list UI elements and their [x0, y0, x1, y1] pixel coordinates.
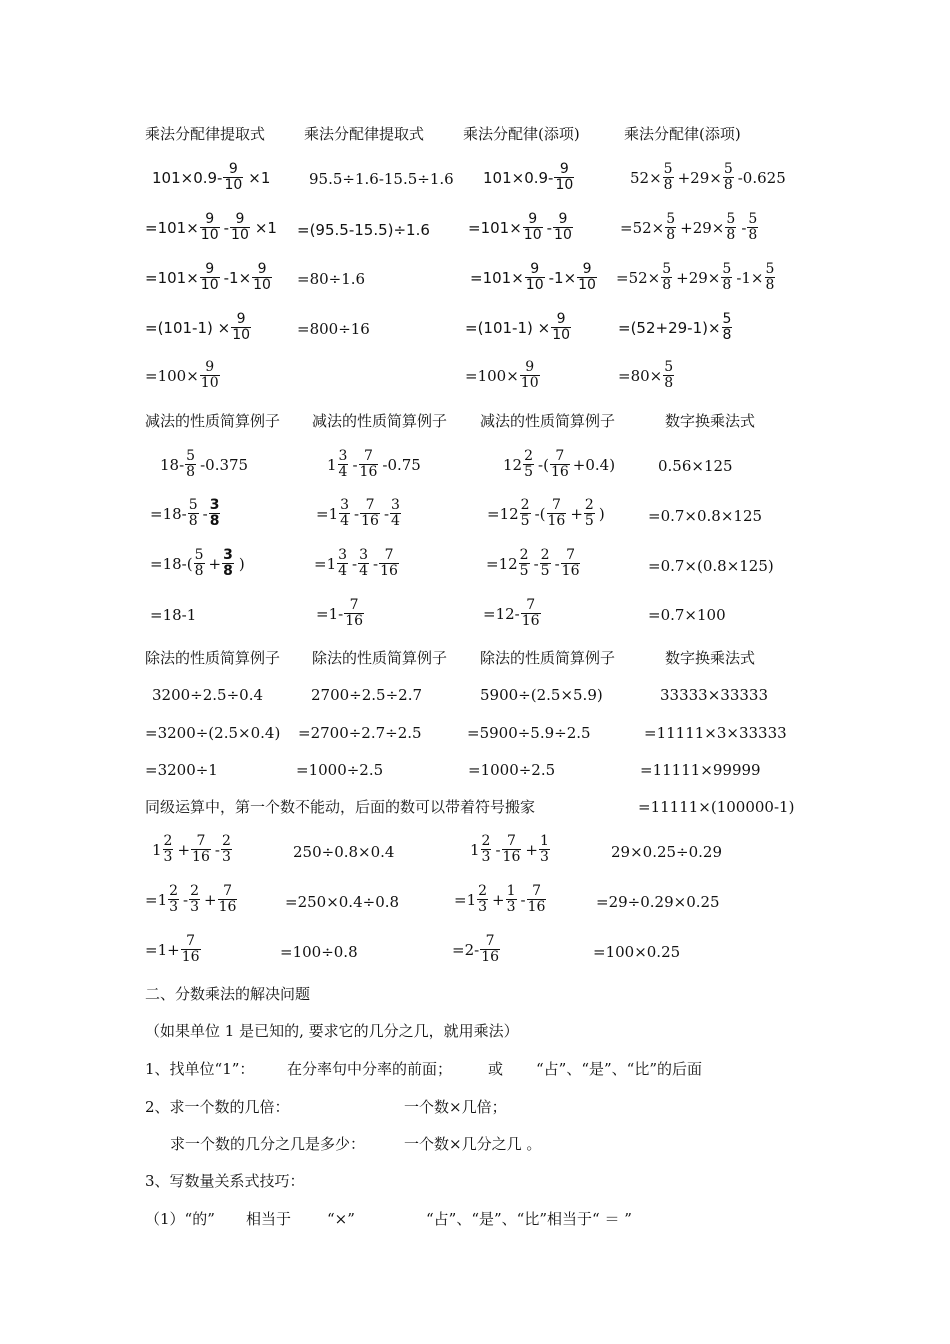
expr-b4-r1-c1: 1 $\frac{2}{3}$ + $\frac{7}{16}$ - $\frac{2}{3}$ [152, 833, 231, 865]
expr-b1-r4-c4: =(52+29-1)× $\frac{5}{8}$ [618, 311, 732, 343]
expr-b2-r1-c3: 12 $\frac{2}{5}$ -( $\frac{7}{16}$ +0.4) [503, 448, 616, 480]
expr-b2-r4-c4: =0.7×100 [648, 606, 726, 624]
heading-multiplication-distributive-addterm-2: 乘法分配律(添项) [624, 125, 741, 143]
expr-b4-r3-c3: =2- $\frac{7}{16}$ [452, 933, 500, 965]
expr-b1-r4-c2: =800÷16 [297, 320, 370, 338]
expr-b2-r3-c3: =12 $\frac{2}{5}$ - $\frac{2}{5}$ - $\frac{7}{16}$ [486, 547, 580, 579]
expr-b4-r3-c4: =100×0.25 [593, 943, 681, 961]
expr-b3-r4-c4: =11111×(100000-1) [638, 798, 795, 816]
expr-b3-r2-c4: =11111×3×33333 [644, 724, 787, 742]
expr-b4-r1-c4: 29×0.25÷0.29 [611, 843, 723, 861]
expr-b1-r2-c4: =52× $\frac{5}{8}$ +29× $\frac{5}{8}$ - $\frac{5}{8}$ [620, 211, 758, 243]
expr-b2-r4-c3: =12- $\frac{7}{16}$ [483, 597, 540, 629]
expr-b1-r3-c3: =101× $\frac{9}{10}$ -1× $\frac{9}{10}$ [470, 261, 596, 293]
expr-b2-r4-c1: =18-1 [150, 606, 197, 624]
heading-multiplication-distributive-addterm-1: 乘法分配律(添项) [463, 125, 580, 143]
expr-b1-r4-c3: =(101-1) × $\frac{9}{10}$ [465, 311, 571, 343]
point-1-or: 或 [488, 1060, 504, 1078]
tip-1-de: （1）“的” [145, 1210, 215, 1228]
expr-b2-r3-c2: =1 $\frac{3}{4}$ - $\frac{3}{4}$ - $\frac{7}{16}$ [314, 547, 398, 579]
expr-b2-r2-c4: =0.7×0.8×125 [648, 507, 763, 525]
point-2-times-question: 2、求一个数的几倍： [145, 1098, 290, 1116]
expr-b2-r1-c2: 1 $\frac{3}{4}$ - $\frac{7}{16}$ -0.75 [327, 448, 421, 480]
point-2-times-answer: 一个数×几倍； [404, 1098, 507, 1116]
point-1-find-unit-one: 1、找单位“1”： [145, 1060, 255, 1078]
expr-b1-r2-c2: =(95.5-15.5)÷1.6 [297, 221, 430, 239]
expr-b3-r3-c2: =1000÷2.5 [296, 761, 384, 779]
expr-b3-r2-c3: =5900÷5.9÷2.5 [467, 724, 591, 742]
expr-b4-r3-c2: =100÷0.8 [280, 943, 358, 961]
expr-b3-r2-c2: =2700÷2.7÷2.5 [298, 724, 422, 742]
expr-b1-r5-c4: =80× $\frac{5}{8}$ [618, 359, 674, 391]
expr-b1-r5-c3: =100× $\frac{9}{10}$ [465, 359, 539, 391]
section-heading-fraction-multiplication: 二、分数乘法的解决问题 [145, 985, 311, 1003]
heading-division-property-3: 除法的性质简算例子 [480, 649, 616, 667]
expr-b3-r1-c1: 3200÷2.5÷0.4 [152, 686, 264, 704]
expr-b2-r2-c1: =18- $\frac{5}{8}$ - $\frac{3}{8}$ [150, 497, 220, 529]
heading-number-to-multiplication-1: 数字换乘法式 [665, 412, 756, 430]
expr-b2-r4-c2: =1- $\frac{7}{16}$ [316, 597, 364, 629]
expr-b2-r1-c1: 18- $\frac{5}{8}$ -0.375 [160, 448, 249, 480]
expr-b1-r4-c1: =(101-1) × $\frac{9}{10}$ [145, 311, 251, 343]
expr-b4-r1-c3: 1 $\frac{2}{3}$ - $\frac{7}{16}$ + $\frac{1}{3}$ [470, 833, 549, 865]
expr-b1-r2-c1: =101× $\frac{9}{10}$ - $\frac{9}{10}$ ×1 [145, 211, 277, 243]
expr-b1-r1-c3: 101×0.9- $\frac{9}{10}$ [483, 161, 574, 193]
expr-b2-r2-c2: =1 $\frac{3}{4}$ - $\frac{7}{16}$ - $\frac{3}{4}$ [316, 497, 400, 529]
point-1-rule-a: 在分率句中分率的前面； [287, 1060, 453, 1078]
section-note-unit-one: （如果单位 1 是已知的, 要求它的几分之几，就用乘法） [145, 1022, 519, 1040]
expr-b2-r1-c4: 0.56×125 [658, 457, 733, 475]
expr-b1-r3-c1: =101× $\frac{9}{10}$ -1× $\frac{9}{10}$ [145, 261, 271, 293]
expr-b4-r2-c2: =250×0.4÷0.8 [285, 893, 400, 911]
expr-b3-r3-c4: =11111×99999 [640, 761, 761, 779]
expr-b2-r2-c3: =12 $\frac{2}{5}$ -( $\frac{7}{16}$ + $\frac{2}{5}$ ) [487, 497, 605, 529]
expr-b4-r3-c1: =1+ $\frac{7}{16}$ [145, 933, 200, 965]
heading-number-to-multiplication-2: 数字换乘法式 [665, 649, 756, 667]
expr-b1-r1-c1: 101×0.9- $\frac{9}{10}$ ×1 [152, 161, 271, 193]
heading-subtraction-property-3: 减法的性质简算例子 [480, 412, 616, 430]
point-2-fraction-question: 求一个数的几分之几是多少： [170, 1135, 366, 1153]
expr-b3-r3-c1: =3200÷1 [145, 761, 218, 779]
expr-b3-r1-c4: 33333×33333 [660, 686, 769, 704]
expr-b2-r3-c1: =18-( $\frac{5}{8}$ + $\frac{3}{8}$ ) [150, 547, 245, 579]
heading-division-property-1: 除法的性质简算例子 [145, 649, 281, 667]
heading-multiplication-distributive-extract-1: 乘法分配律提取式 [145, 125, 266, 143]
point-1-rule-b: “占”、“是”、“比”的后面 [536, 1060, 703, 1078]
expr-b3-r2-c1: =3200÷(2.5×0.4) [145, 724, 281, 742]
expr-b1-r5-c1: =100× $\frac{9}{10}$ [145, 359, 219, 391]
point-3-relation-tips: 3、写数量关系式技巧： [145, 1172, 305, 1190]
expr-b1-r1-c4: 52× $\frac{5}{8}$ +29× $\frac{5}{8}$ -0.625 [630, 161, 786, 193]
point-2-fraction-answer: 一个数×几分之几 。 [404, 1135, 542, 1153]
expr-b1-r2-c3: =101× $\frac{9}{10}$ - $\frac{9}{10}$ [468, 211, 572, 243]
tip-1-equivalent: 相当于 [246, 1210, 292, 1228]
heading-division-property-2: 除法的性质简算例子 [312, 649, 448, 667]
expr-b4-r2-c1: =1 $\frac{2}{3}$ - $\frac{2}{3}$ + $\frac{7}{16}$ [145, 883, 237, 915]
expr-b4-r1-c2: 250÷0.8×0.4 [293, 843, 395, 861]
expr-b4-r2-c3: =1 $\frac{2}{3}$ + $\frac{1}{3}$ - $\frac{7}{16}$ [454, 883, 546, 915]
tip-1-equals-rule: “占”、“是”、“比”相当于“ ＝ ” [426, 1210, 632, 1228]
heading-subtraction-property-1: 减法的性质简算例子 [145, 412, 281, 430]
expr-b3-r3-c3: =1000÷2.5 [468, 761, 556, 779]
expr-b3-r1-c2: 2700÷2.5÷2.7 [311, 686, 423, 704]
expr-b2-r3-c4: =0.7×(0.8×125) [648, 557, 774, 575]
expr-b4-r2-c4: =29÷0.29×0.25 [596, 893, 720, 911]
tip-1-times-sign: “×” [327, 1210, 355, 1228]
expr-b1-r1-c2: 95.5÷1.6-15.5÷1.6 [309, 170, 454, 188]
expr-b1-r3-c4: =52× $\frac{5}{8}$ +29× $\frac{5}{8}$ -1× $\frac{5}{8}$ [616, 261, 775, 293]
rule-note-same-level-operations: 同级运算中，第一个数不能动，后面的数可以带着符号搬家 [145, 798, 536, 816]
heading-multiplication-distributive-extract-2: 乘法分配律提取式 [304, 125, 425, 143]
expr-b1-r3-c2: =80÷1.6 [297, 270, 366, 288]
heading-subtraction-property-2: 减法的性质简算例子 [312, 412, 448, 430]
expr-b3-r1-c3: 5900÷(2.5×5.9) [480, 686, 603, 704]
